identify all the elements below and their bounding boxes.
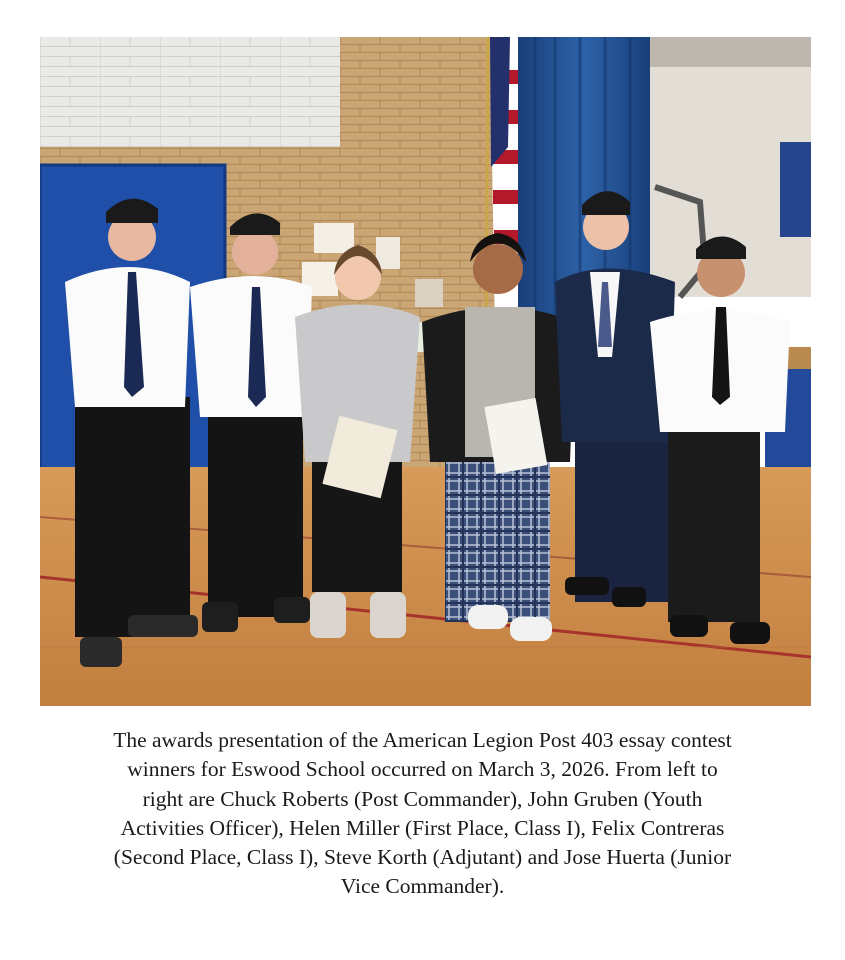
caption-line: The awards presentation of the American Legion Post 403 essay contest [113,728,732,752]
group-photo [40,37,811,706]
caption-line: right are Chuck Roberts (Post Commander), John Gruben (Youth [142,786,703,811]
caption-line: winners for Eswood School occurred on March 3, 2026. From left to [127,757,718,782]
caption-line: Activities Officer), Helen Miller (First Place, Class I), Felix Contreras [120,815,725,840]
caption-line: Vice Commander). [340,874,505,899]
caption-line: (Second Place, Class I), Steve Korth (Adjutant) and Jose Huerta (Junior [113,845,732,870]
photo-caption [30,726,815,902]
